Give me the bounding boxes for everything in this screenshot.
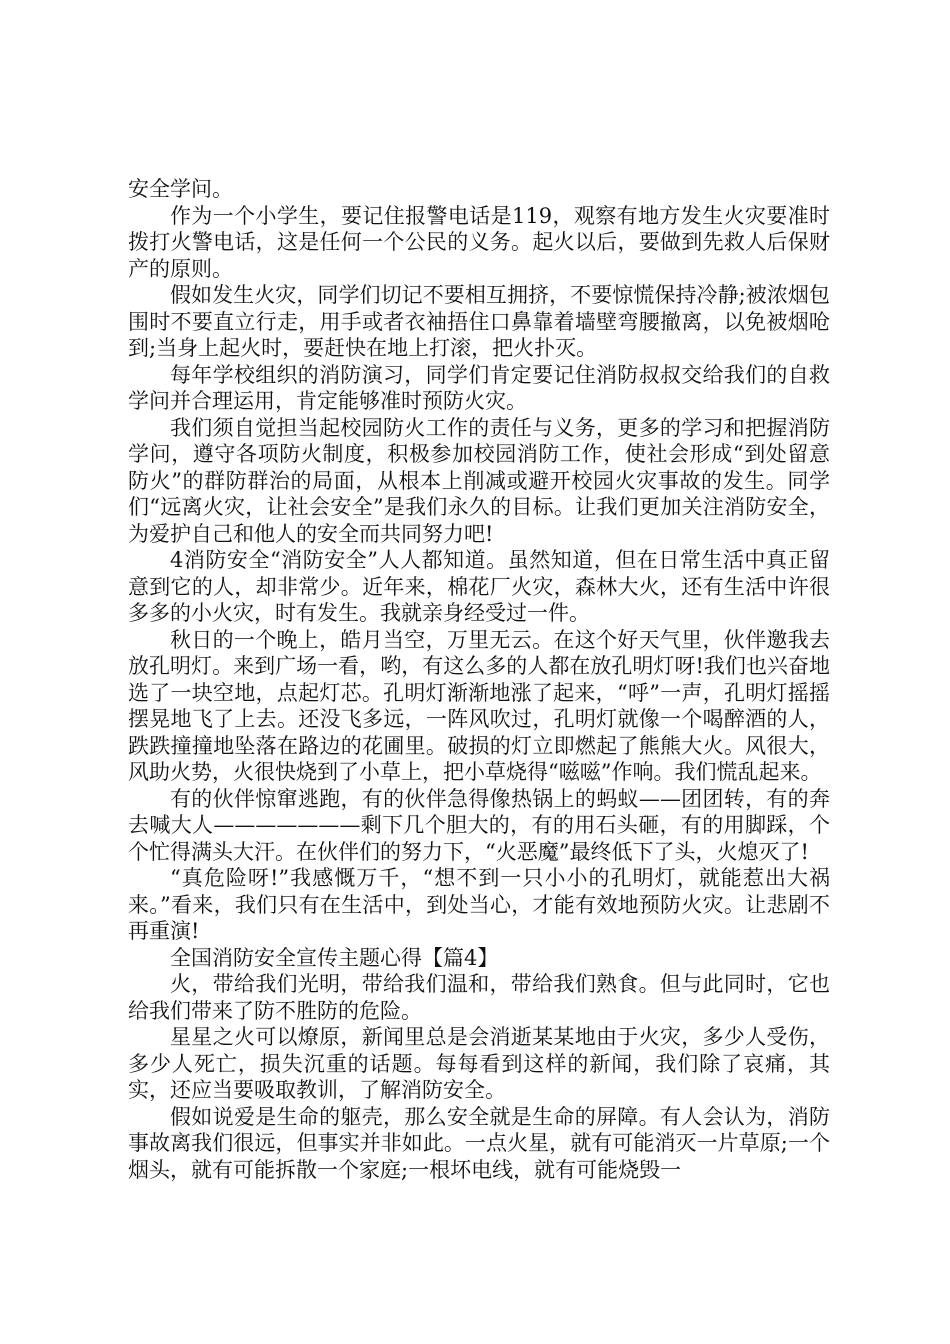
paragraph: 火，带给我们光明，带给我们温和，带给我们熟食。但与此同时，它也给我们带来了防不胜防的危险。	[128, 972, 830, 1023]
paragraph: 秋日的一个晚上，皓月当空，万里无云。在这个好天气里，伙伴邀我去放孔明灯。来到广场一看，哟，有这么多的人都在放孔明灯呀!我们也兴奋地选了一块空地，点起灯芯。孔明灯渐渐地涨了起来，“呼”一声，孔明灯摇摇摆晃地飞了上去。还没飞多远，一阵风吹过，孔明灯就像一个喝醉酒的人，跌跌撞撞地坠落在路边的花圃里。破损的灯立即燃起了熊熊大火。风很大，风助火势，火很快烧到了小草上，把小草烧得“嗞嗞”作响。我们慌乱起来。	[128, 627, 830, 784]
paragraph: 安全学问。	[128, 177, 233, 201]
paragraph: 有的伙伴惊窜逃跑，有的伙伴急得像热锅上的蚂蚁——团团转，有的奔去喊大人———————剩下几个胆大的，有的用石头砸，有的用脚踩，个个忙得满头大汗。在伙伴们的努力下，“火恶魔”最终低下了头，火熄灭了!	[128, 786, 830, 864]
paragraph: 假如发生火灾，同学们切记不要相互拥挤，不要惊慌保持冷静;被浓烟包围时不要直立行走，用手或者衣袖捂住口鼻靠着墙壁弯腰撤离，以免被烟呛到;当身上起火时，要赶快在地上打滚，把火扑灭。	[128, 283, 830, 360]
paragraph: 4消防安全“消防安全”人人都知道。虽然知道，但在日常生活中真正留意到它的人，却非常少。近年来，棉花厂火灾，森林大火，还有生活中许很多多的小火灾，时有发生。我就亲身经受过一件。	[128, 548, 830, 625]
paragraph: 每年学校组织的消防演习，同学们肯定要记住消防叔叔交给我们的自救学问并合理运用，肯定能够准时预防火灾。	[128, 362, 830, 413]
paragraph: 作为一个小学生，要记住报警电话是119，观察有地方发生火灾要准时拨打火警电话，这是任何一个公民的义务。起火以后，要做到先救人后保财产的原则。	[128, 203, 830, 281]
document-body	[128, 176, 830, 1183]
paragraph: 假如说爱是生命的躯壳，那么安全就是生命的屏障。有人会认为，消防事故离我们很远，但事实并非如此。一点火星，就有可能消灭一片草原;一个烟头，就有可能拆散一个家庭;一根坏电线，就有可能烧毁一	[128, 1104, 830, 1182]
paragraph: 我们须自觉担当起校园防火工作的责任与义务，更多的学习和把握消防学问，遵守各项防火制度，积极参加校园消防工作，使社会形成“到处留意防火”的群防群治的局面，从根本上削减或避开校园火灾事故的发生。同学们“远离火灾，让社会安全”是我们永久的目标。让我们更加关注消防安全，为爱护自己和他人的安全而共同努力吧!	[128, 415, 830, 546]
paragraph: “真危险呀!”我感慨万千，“想不到一只小小的孔明灯，就能惹出大祸来。”看来，我们只有在生活中，到处当心，才能有效地预防火灾。让悲剧不再重演!	[128, 866, 830, 943]
section-heading: 全国消防安全宣传主题心得【篇4】	[170, 945, 499, 970]
paragraph: 星星之火可以燎原，新闻里总是会消逝某某地由于火灾，多少人受伤，多少人死亡，损失沉重的话题。每每看到这样的新闻，我们除了哀痛，其实，还应当要吸取教训，了解消防安全。	[128, 1025, 830, 1102]
